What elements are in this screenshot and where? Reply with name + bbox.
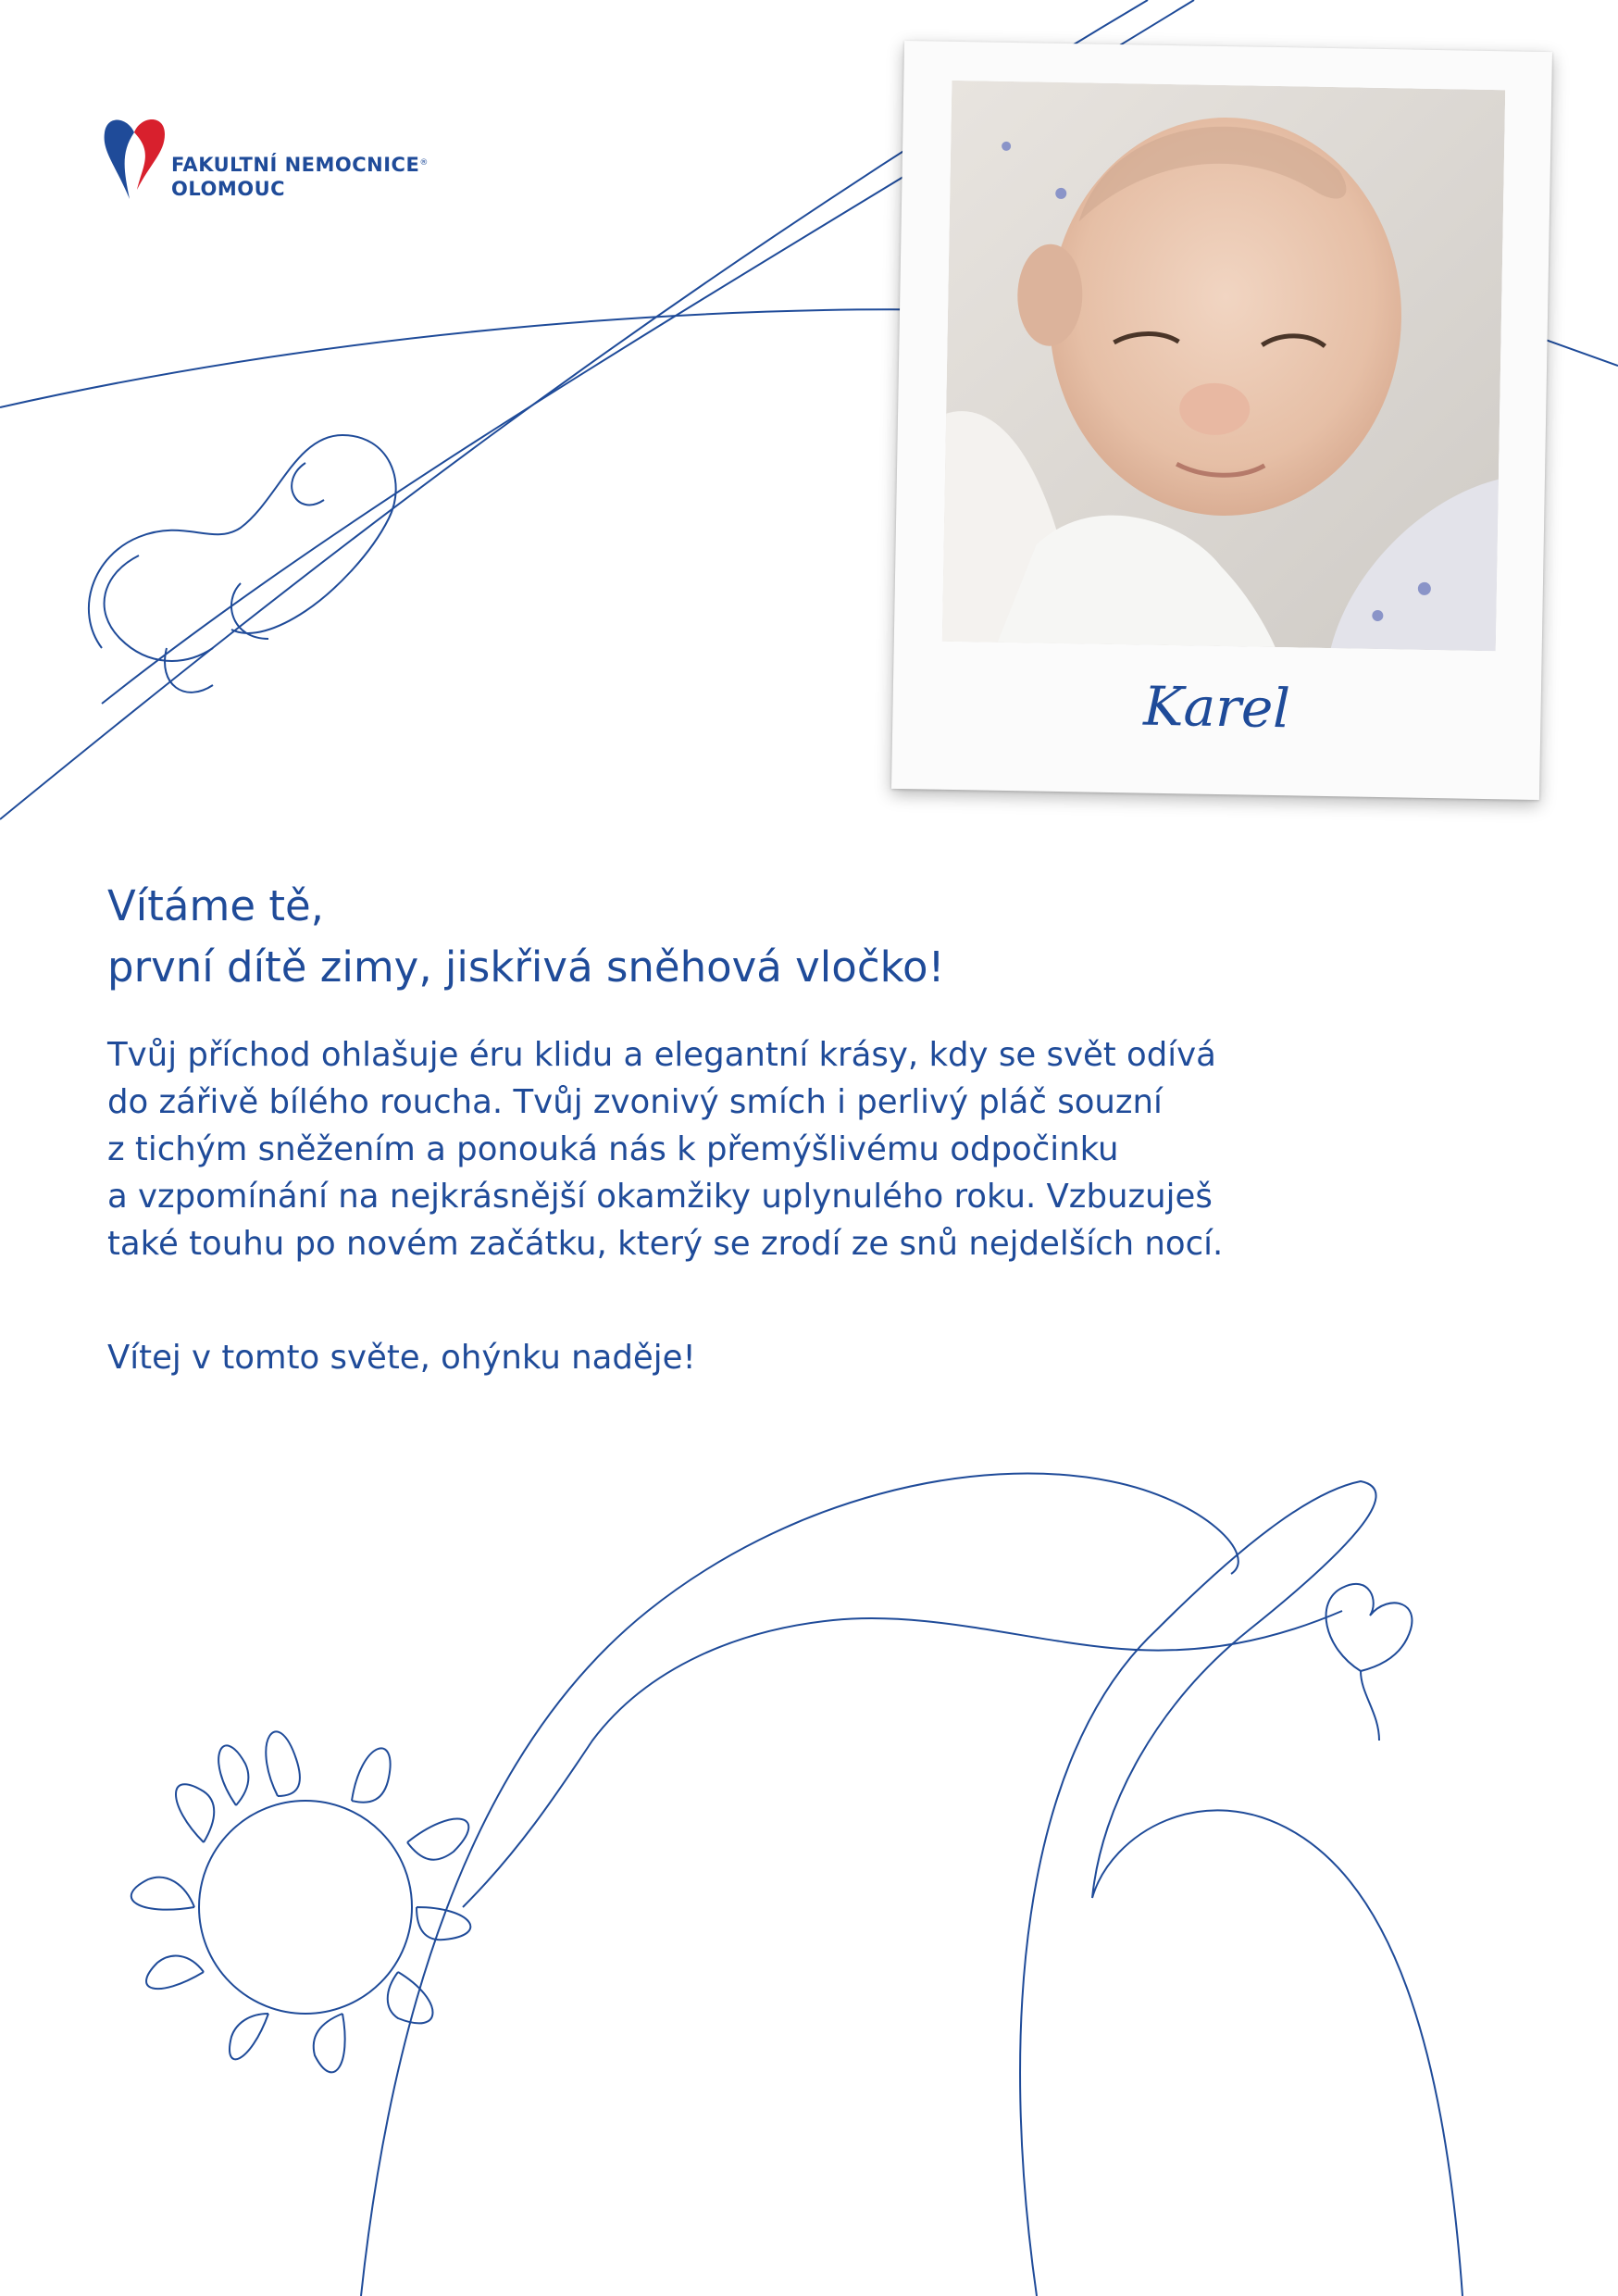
decor-curve-big <box>361 1473 1238 2296</box>
sun-doodle <box>199 1801 412 2014</box>
hospital-logo <box>102 106 491 208</box>
registered-mark: ® <box>419 158 429 168</box>
closing-line: Vítej v tomto světe, ohýnku naděje! <box>107 1339 696 1377</box>
photo-caption-name: Karel <box>1142 674 1291 741</box>
body-line: Tvůj příchod ohlašuje éru klidu a elegantní krásy, kdy se svět odívá <box>107 1036 1216 1074</box>
logo-line-1: FAKULTNÍ NEMOCNICE <box>171 154 420 176</box>
logo-text <box>171 153 429 201</box>
sun-rays-doodle <box>131 1731 471 2072</box>
heart-logo-icon <box>102 106 167 208</box>
body-line: z tichým sněžením a ponouká nás k přemýšlivému odpočinku <box>107 1130 1119 1168</box>
body-line: do zářivě bílého roucha. Tvůj zvonivý smích i perlivý pláč souzní <box>107 1083 1163 1121</box>
greeting-body <box>107 1031 1514 1267</box>
baby-doodle <box>89 435 396 693</box>
greeting-heading <box>107 876 1403 998</box>
baby-photo <box>942 81 1505 651</box>
decor-line-string <box>463 1611 1342 1907</box>
heart-balloon-doodle <box>1326 1584 1413 1741</box>
decor-line-top-1 <box>0 309 953 407</box>
polaroid-frame <box>891 41 1552 800</box>
body-line: a vzpomínání na nejkrásnější okamžiky uplynulého roku. Vzbuzuješ <box>107 1178 1213 1216</box>
newborn-baby-photo-icon <box>942 81 1505 651</box>
body-line: také touhu po novém začátku, který se zrodí ze snů nejdelších nocí. <box>107 1225 1224 1263</box>
heading-line-2: první dítě zimy, jiskřivá sněhová vločko! <box>107 942 945 992</box>
heading-line-1: Vítáme tě, <box>107 881 324 930</box>
logo-line-2: OLOMOUC <box>171 178 286 200</box>
